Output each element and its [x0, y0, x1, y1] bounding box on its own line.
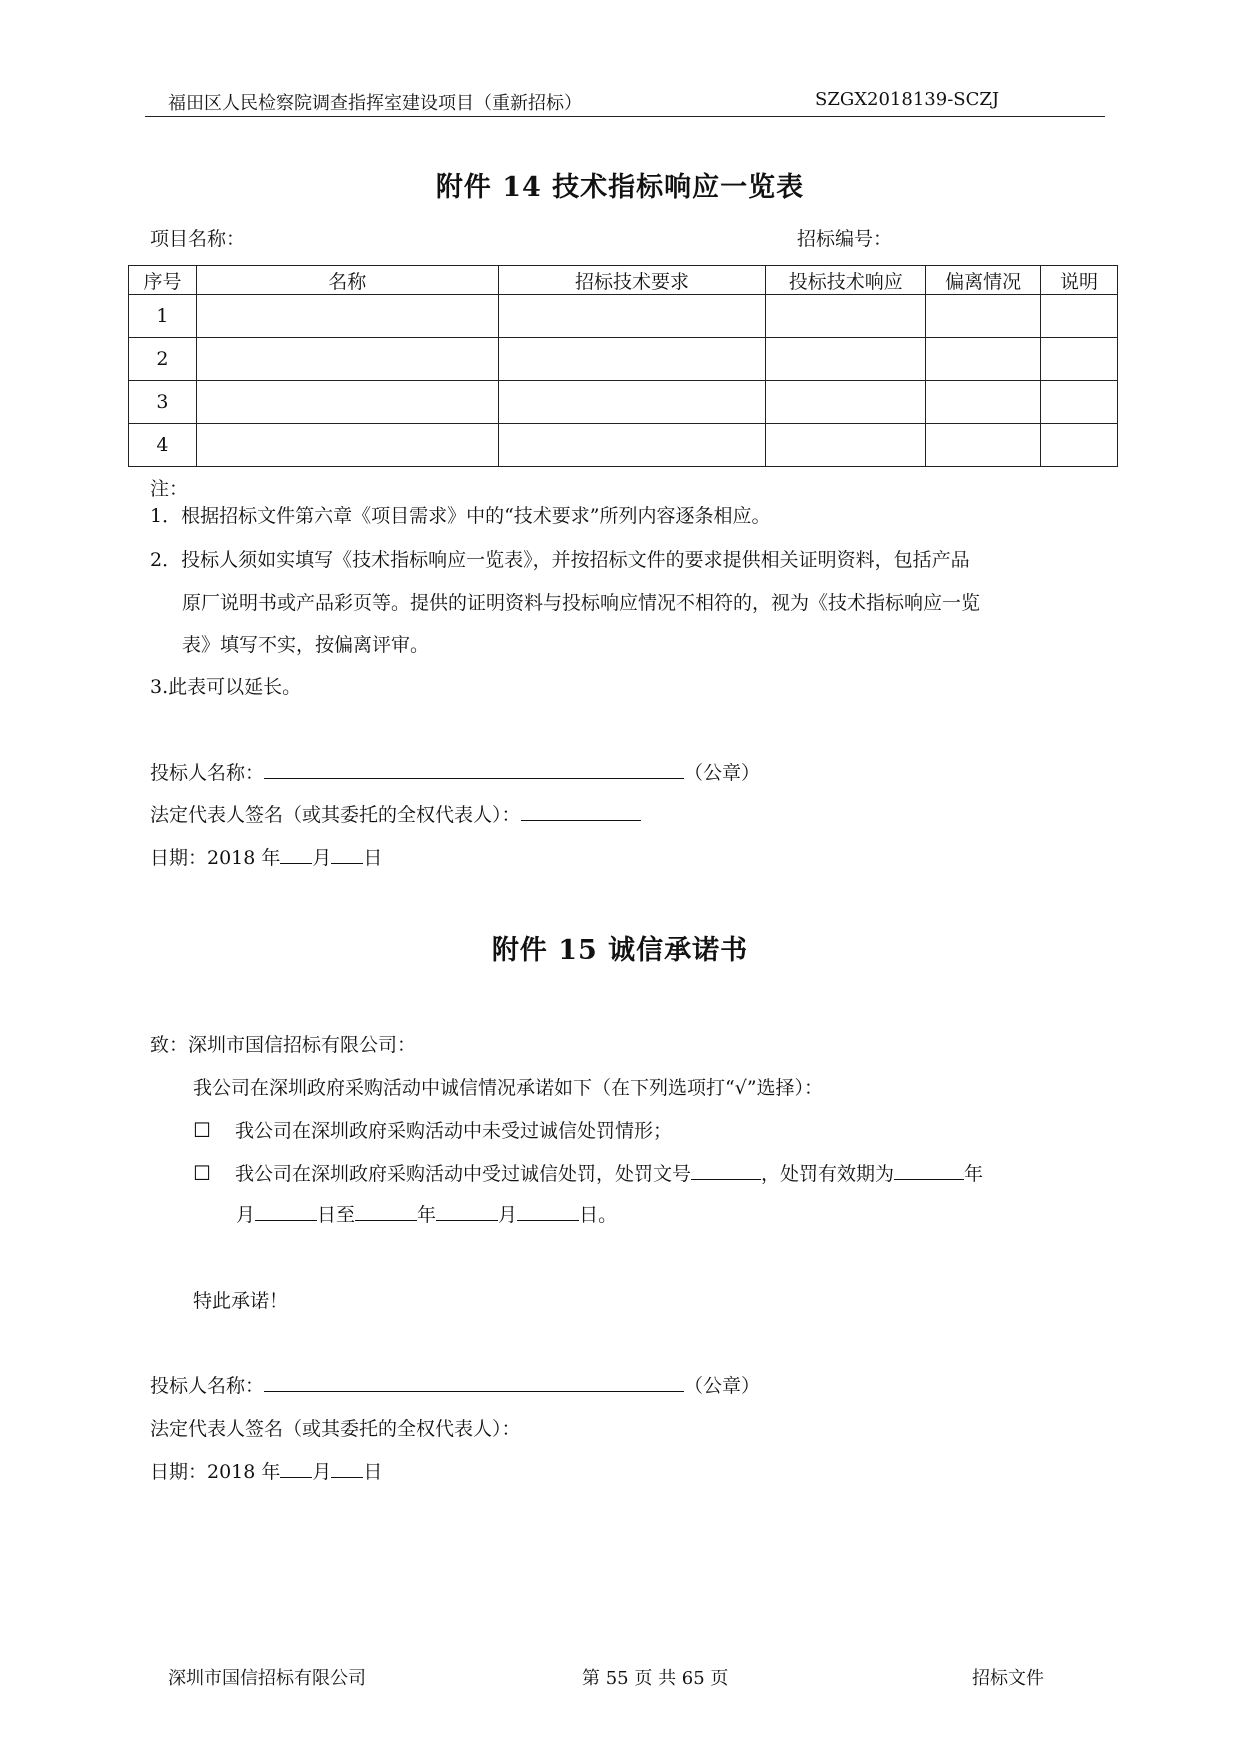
pledge-intro: 我公司在深圳政府采购活动中诚信情况承诺如下（在下列选项打“√”选择）： — [193, 1077, 824, 1099]
table-row — [129, 295, 1118, 338]
month-blank[interactable] — [280, 845, 312, 864]
cell-remark — [1041, 424, 1118, 467]
cell-requirement — [498, 295, 766, 338]
day-label: 日 — [363, 1461, 383, 1483]
note-2: 2．投标人须如实填写《技术指标响应一览表》，并按招标文件的要求提供相关证明资料，包括产品 — [150, 549, 970, 571]
table-row — [129, 381, 1118, 424]
header-project-code: SZGX2018139-SCZJ — [815, 89, 1000, 110]
option-1-text: 我公司在深圳政府采购活动中未受过诚信处罚情形； — [234, 1120, 672, 1142]
row-index: 2 — [129, 338, 197, 381]
cell-response — [766, 338, 926, 381]
cell-remark — [1041, 381, 1118, 424]
note-3: 3.此表可以延长。 — [150, 676, 302, 698]
day-blank[interactable] — [331, 1459, 363, 1478]
cell-name — [196, 338, 498, 381]
option-2-year: 年 — [964, 1163, 984, 1185]
seal-label: （公章） — [684, 1375, 761, 1397]
col-header-name: 名称 — [196, 266, 498, 295]
footer-page-number: 第 55 页 共 65 页 — [582, 1668, 729, 1689]
col-header-response: 投标技术响应 — [766, 266, 926, 295]
bidder-name-label: 投标人名称： — [150, 1375, 265, 1397]
period-month-blank[interactable] — [255, 1202, 317, 1221]
cell-deviation — [926, 338, 1041, 381]
option-2-validity: ，处罚有效期为 — [761, 1163, 895, 1185]
checkbox-icon[interactable]: ☐ — [193, 1118, 211, 1142]
bidder-name-blank[interactable] — [264, 760, 684, 779]
period-end-day-label: 日。 — [579, 1204, 618, 1226]
option-2-row — [193, 1159, 983, 1186]
tech-response-table — [128, 265, 1118, 467]
bid-number-label: 招标编号： — [797, 228, 893, 250]
closing-text: 特此承诺！ — [193, 1290, 289, 1312]
bidder-name-row-2 — [150, 1371, 760, 1398]
note-2-cont: 原厂说明书或产品彩页等。提供的证明资料与投标响应情况不相符的，视为《技术指标响应一览 — [182, 592, 981, 614]
bidder-name-row — [150, 758, 760, 785]
option-2-period-row — [236, 1200, 617, 1227]
rep-sign-row — [150, 800, 641, 827]
period-day-to-label: 日至 — [317, 1204, 356, 1226]
month-blank[interactable] — [280, 1459, 312, 1478]
cell-deviation — [926, 424, 1041, 467]
footer-doc-type: 招标文件 — [972, 1668, 1044, 1689]
annex14-title: 附件 14 技术指标响应一览表 — [435, 172, 805, 203]
cell-requirement — [498, 424, 766, 467]
bidder-name-blank[interactable] — [264, 1373, 684, 1392]
period-end-month-label: 月 — [498, 1204, 518, 1226]
cell-remark — [1041, 295, 1118, 338]
header-project-title: 福田区人民检察院调查指挥室建设项目（重新招标） — [168, 93, 582, 114]
cell-requirement — [498, 381, 766, 424]
cell-response — [766, 381, 926, 424]
project-name-label: 项目名称： — [150, 228, 246, 250]
row-index: 1 — [129, 295, 197, 338]
rep-sign-blank[interactable] — [521, 802, 641, 821]
period-end-year-blank[interactable] — [355, 1202, 417, 1221]
row-index: 4 — [129, 424, 197, 467]
footer-company: 深圳市国信招标有限公司 — [168, 1668, 366, 1689]
period-end-month-blank[interactable] — [436, 1202, 498, 1221]
note-1: 1．根据招标文件第六章《项目需求》中的“技术要求”所列内容逐条相应。 — [150, 505, 771, 527]
table-row — [129, 338, 1118, 381]
period-end-day-blank[interactable] — [517, 1202, 579, 1221]
note-2-end: 表》填写不实，按偏离评审。 — [182, 634, 430, 656]
checkbox-icon[interactable]: ☐ — [193, 1161, 211, 1185]
month-label: 月 — [312, 1461, 332, 1483]
col-header-index: 序号 — [129, 266, 197, 295]
period-month-label: 月 — [236, 1204, 256, 1226]
col-header-requirement: 招标技术要求 — [498, 266, 766, 295]
col-header-remark: 说明 — [1041, 266, 1118, 295]
seal-label: （公章） — [684, 762, 761, 784]
cell-remark — [1041, 338, 1118, 381]
table-row — [129, 424, 1118, 467]
date-row — [150, 843, 382, 870]
period-year-label: 年 — [417, 1204, 437, 1226]
day-label: 日 — [363, 847, 383, 869]
bidder-name-label: 投标人名称： — [150, 762, 265, 784]
annex15-title: 附件 15 诚信承诺书 — [491, 935, 749, 966]
month-label: 月 — [312, 847, 332, 869]
cell-name — [196, 295, 498, 338]
date-prefix: 日期：2018 年 — [150, 1461, 281, 1483]
row-index: 3 — [129, 381, 197, 424]
cell-requirement — [498, 338, 766, 381]
addressee: 致：深圳市国信招标有限公司： — [150, 1034, 417, 1056]
date-row-2 — [150, 1457, 382, 1484]
cell-response — [766, 424, 926, 467]
penalty-doc-no-blank[interactable] — [691, 1161, 761, 1180]
table-header-row — [129, 266, 1118, 295]
rep-sign-label: 法定代表人签名（或其委托的全权代表人）： — [150, 804, 521, 826]
cell-response — [766, 295, 926, 338]
cell-name — [196, 381, 498, 424]
header-rule — [145, 116, 1105, 117]
validity-year-blank[interactable] — [894, 1161, 964, 1180]
rep-sign-label-2: 法定代表人签名（或其委托的全权代表人）： — [150, 1418, 521, 1440]
option-2-text: 我公司在深圳政府采购活动中受过诚信处罚，处罚文号 — [234, 1163, 691, 1185]
cell-deviation — [926, 381, 1041, 424]
notes-label: 注： — [150, 478, 189, 500]
day-blank[interactable] — [331, 845, 363, 864]
date-prefix: 日期：2018 年 — [150, 847, 281, 869]
option-1-row — [193, 1116, 672, 1143]
cell-name — [196, 424, 498, 467]
col-header-deviation: 偏离情况 — [926, 266, 1041, 295]
cell-deviation — [926, 295, 1041, 338]
